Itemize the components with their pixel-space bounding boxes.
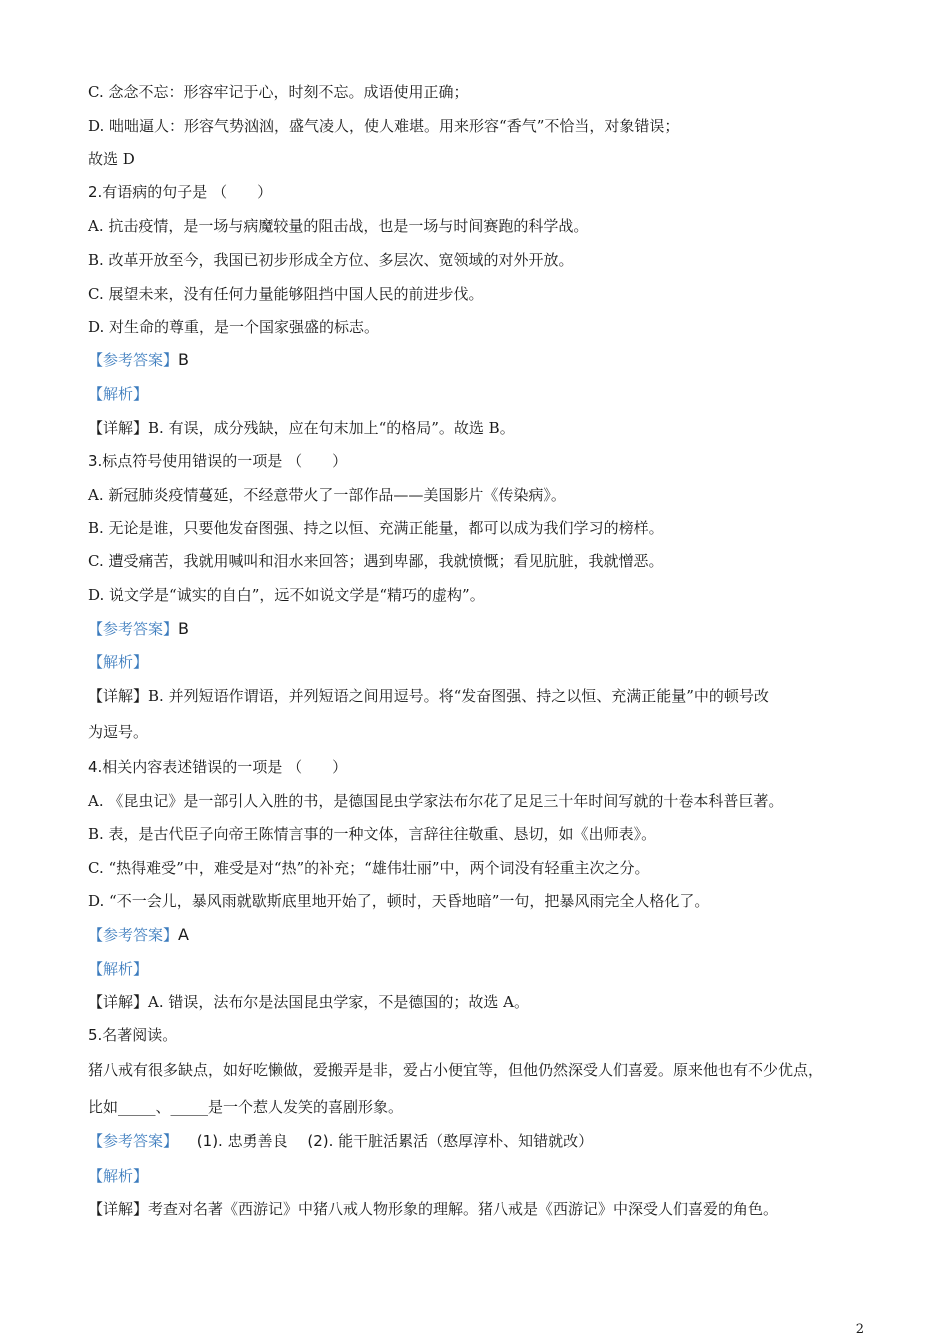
- answer-line: [88, 619, 864, 639]
- conclusion-line: 故选 D: [88, 150, 135, 168]
- answer-tag: 【参考答案】: [88, 351, 179, 369]
- answer-value: (1). 忠勇善良 (2). 能干脏活累活（憨厚淳朴、知错就改）: [196, 1132, 594, 1150]
- answer-value: B: [178, 350, 189, 369]
- option-line: B. 改革开放至今，我国已初步形成全方位、多层次、宽领域的对外开放。: [88, 251, 574, 269]
- analysis-tag: 【解析】: [88, 385, 149, 403]
- option-line: C. “热得难受”中，难受是对“热”的补充；“雄伟壮丽”中，两个词没有轻重主次之分。: [88, 859, 650, 877]
- option-line: D. 咄咄逼人：形容气势汹汹，盛气凌人，使人难堪。用来形容“香气”不恰当，对象错误；: [88, 117, 680, 135]
- detail-tag: 【详解】: [88, 993, 149, 1011]
- analysis-tag: 【解析】: [88, 653, 149, 671]
- option-line: C. 展望未来，没有任何力量能够阻挡中国人民的前进步伐。: [88, 285, 484, 303]
- detail-tag: 【详解】: [88, 1200, 149, 1218]
- analysis-tag: 【解析】: [88, 1167, 149, 1185]
- question-5: 5.名著阅读。: [88, 1026, 178, 1044]
- detail-line: [88, 686, 864, 706]
- detail-text: B. 有误，成分残缺，应在句末加上“的格局”。故选 B。: [148, 419, 515, 437]
- question-3: 3.标点符号使用错误的一项是 （ ）: [88, 452, 348, 470]
- detail-tag: 【详解】: [88, 687, 149, 705]
- detail-tag: 【详解】: [88, 419, 149, 437]
- option-line: D. 说文学是“诚实的自白”，远不如说文学是“精巧的虚构”。: [88, 586, 485, 604]
- answer-tag: 【参考答案】: [88, 1132, 179, 1150]
- answer-line: [88, 1131, 864, 1151]
- detail-text: A. 错误，法布尔是法国昆虫学家，不是德国的；故选 A。: [148, 993, 529, 1011]
- answer-value: A: [178, 925, 189, 944]
- question-2: 2.有语病的句子是 （ ）: [88, 183, 273, 201]
- page-number: 2: [855, 1322, 864, 1337]
- detail-line: [88, 418, 864, 438]
- answer-value: B: [178, 619, 189, 638]
- option-line: A. 新冠肺炎疫情蔓延，不经意带火了一部作品——美国影片《传染病》。: [88, 486, 566, 504]
- detail-text: 考查对名著《西游记》中猪八戒人物形象的理解。猪八戒是《西游记》中深受人们喜爱的角色。: [148, 1200, 779, 1218]
- detail-line: [88, 992, 864, 1012]
- option-line: D. “不一会儿，暴风雨就歇斯底里地开始了，顿时，天昏地暗”一句，把暴风雨完全人格化了。: [88, 892, 710, 910]
- option-line: C. 念念不忘：形容牢记于心，时刻不忘。成语使用正确；: [88, 83, 469, 101]
- option-line: D. 对生命的尊重，是一个国家强盛的标志。: [88, 318, 380, 336]
- passage-line: 猪八戒有很多缺点，如好吃懒做，爱搬弄是非，爱占小便宜等，但他仍然深受人们喜爱。原来他也有不少优点，: [88, 1061, 824, 1079]
- answer-line: [88, 925, 864, 945]
- option-line: C. 遭受痛苦，我就用喊叫和泪水来回答；遇到卑鄙，我就愤慨；看见肮脏，我就憎恶。: [88, 552, 664, 570]
- option-line: A. 《昆虫记》是一部引人入胜的书，是德国昆虫学家法布尔花了足足三十年时间写就的十卷本科普巨著。: [88, 792, 784, 810]
- option-line: B. 无论是谁，只要他发奋图强、持之以恒、充满正能量，都可以成为我们学习的榜样。: [88, 519, 664, 537]
- detail-text: B. 并列短语作谓语，并列短语之间用逗号。将“发奋图强、持之以恒、充满正能量”中的顿号改: [148, 687, 769, 705]
- analysis-tag: 【解析】: [88, 960, 149, 978]
- answer-tag: 【参考答案】: [88, 620, 179, 638]
- option-line: A. 抗击疫情，是一场与病魔较量的阻击战，也是一场与时间赛跑的科学战。: [88, 217, 589, 235]
- answer-tag: 【参考答案】: [88, 926, 179, 944]
- answer-line: [88, 350, 864, 370]
- detail-continuation: 为逗号。: [88, 723, 149, 741]
- option-line: B. 表，是古代臣子向帝王陈情言事的一种文体，言辞往往敬重、恳切，如《出师表》。: [88, 825, 657, 843]
- question-4: 4.相关内容表述错误的一项是 （ ）: [88, 758, 348, 776]
- detail-line: [88, 1199, 864, 1219]
- passage-line: 比如_____、_____是一个惹人发笑的喜剧形象。: [88, 1098, 404, 1116]
